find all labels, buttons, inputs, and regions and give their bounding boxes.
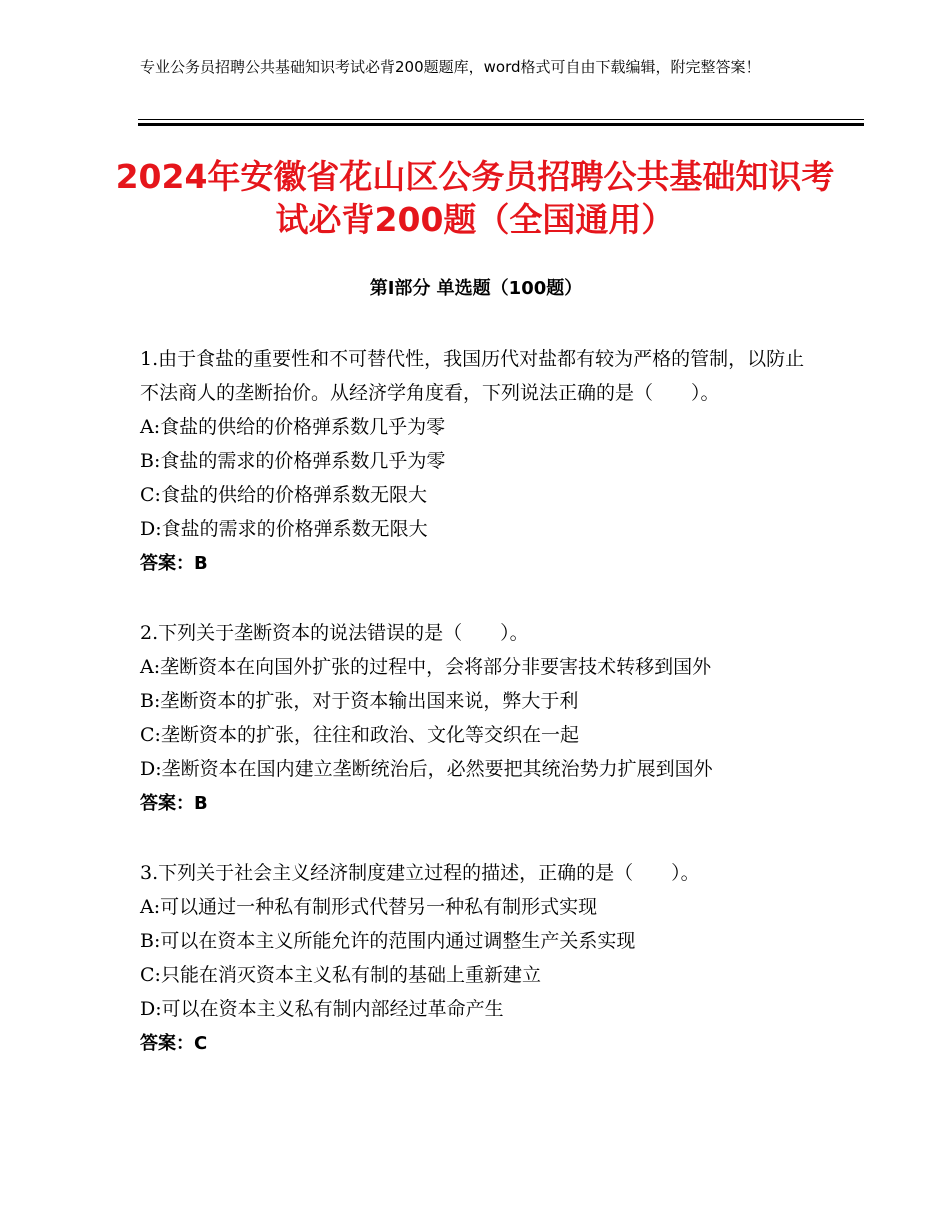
option-a: A:食盐的供给的价格弹系数几乎为零 (140, 416, 446, 438)
option-c: C:食盐的供给的价格弹系数无限大 (140, 484, 427, 506)
document-title: 2024年安徽省花山区公务员招聘公共基础知识考试必背200题（全国通用） (115, 157, 835, 239)
question-2 (140, 616, 812, 822)
header-rule-thin (138, 119, 864, 120)
option-c: C:只能在消灭资本主义私有制的基础上重新建立 (140, 964, 541, 986)
question-list (140, 342, 812, 1096)
option-a: A:可以通过一种私有制形式代替另一种私有制形式实现 (140, 896, 598, 918)
option-d: D:垄断资本在国内建立垄断统治后，必然要把其统治势力扩展到国外 (140, 758, 713, 780)
answer: 答案：C (140, 1033, 208, 1054)
question-3 (140, 856, 812, 1062)
section-title: 第Ⅰ部分 单选题（100题） (369, 278, 583, 299)
option-c: C:垄断资本的扩张，往往和政治、文化等交织在一起 (140, 724, 579, 746)
answer: 答案：B (140, 553, 208, 574)
question-1 (140, 342, 812, 582)
option-b: B:垄断资本的扩张，对于资本输出国来说，弊大于利 (140, 690, 579, 712)
option-d: D:可以在资本主义私有制内部经过革命产生 (140, 998, 504, 1020)
question-stem: 2.下列关于垄断资本的说法错误的是（ ）。 (140, 622, 529, 644)
question-stem: 1.由于食盐的重要性和不可替代性，我国历代对盐都有较为严格的管制，以防止不法商人的垄断抬价。从经济学角度看，下列说法正确的是（ ）。 (140, 348, 805, 404)
option-b: B:可以在资本主义所能允许的范围内通过调整生产关系实现 (140, 930, 636, 952)
question-stem: 3.下列关于社会主义经济制度建立过程的描述，正确的是（ ）。 (140, 862, 700, 884)
answer: 答案：B (140, 793, 208, 814)
option-b: B:食盐的需求的价格弹系数几乎为零 (140, 450, 446, 472)
header-note: 专业公务员招聘公共基础知识考试必背200题题库，word格式可自由下载编辑，附完整答案！ (140, 58, 761, 76)
option-a: A:垄断资本在向国外扩张的过程中，会将部分非要害技术转移到国外 (140, 656, 712, 678)
option-d: D:食盐的需求的价格弹系数无限大 (140, 518, 428, 540)
header-rule-thick (138, 123, 864, 126)
